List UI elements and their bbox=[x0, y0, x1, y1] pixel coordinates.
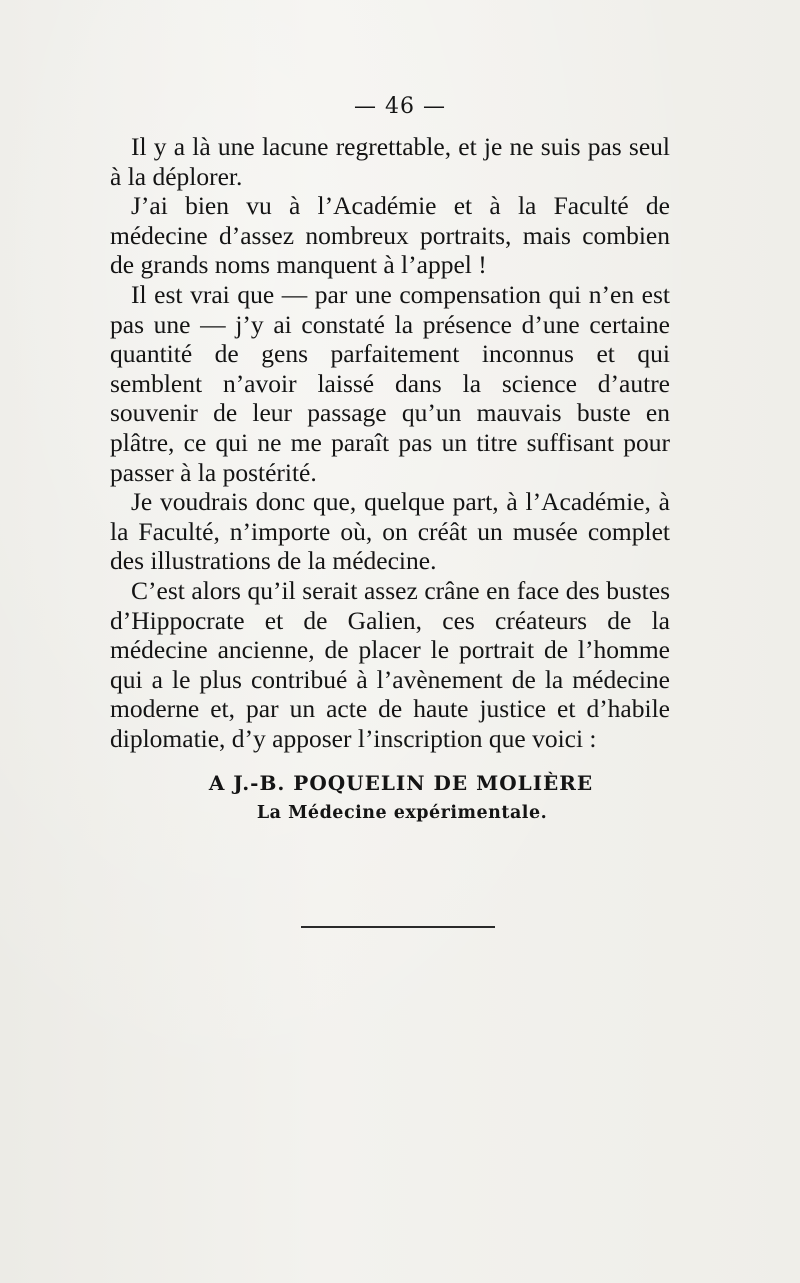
paragraph: J’ai bien vu à l’Académie et à la Faculté de médecine d’assez nombreux portraits, mais combien de grands noms manquent à l’appel ! bbox=[110, 191, 670, 280]
paragraph: Il est vrai que — par une compensation qui n’en est pas une — j’y ai constaté la présence d’une certaine quantité de gens parfaitement inconnus et qui semblent n’avoir laissé dans la science d’autre souvenir de leur passage qu’un mauvais buste en plâtre, ce qui ne me paraît pas un titre suffisant pour passer à la postérité. bbox=[110, 279, 670, 487]
inscription-subtitle: La Médecine expérimentale. bbox=[256, 803, 548, 823]
inscription-dedication: A J.-B. POQUELIN DE MOLIÈRE bbox=[208, 771, 594, 795]
paragraph: Je voudrais donc que, quelque part, à l’Académie, à la Faculté, n’importe où, on créât un musée complet des illustrations de la médecine. bbox=[110, 487, 670, 576]
paragraph: C’est alors qu’il serait assez crâne en face des bustes d’Hippocrate et de Galien, ces créateurs de la médecine ancienne, de placer le portrait de l’homme qui a le plus contribué à l’avènement de la médecine moderne et, par un acte de haute justice et d’habile diplomatie, d’y apposer l’inscription que voici : bbox=[110, 575, 670, 753]
section-divider bbox=[301, 926, 495, 928]
page-number: — 46 — bbox=[354, 94, 446, 119]
paragraph: Il y a là une lacune regrettable, et je ne suis pas seul à la déplorer. bbox=[110, 132, 670, 191]
body-text bbox=[110, 132, 670, 753]
inscription bbox=[0, 768, 800, 828]
